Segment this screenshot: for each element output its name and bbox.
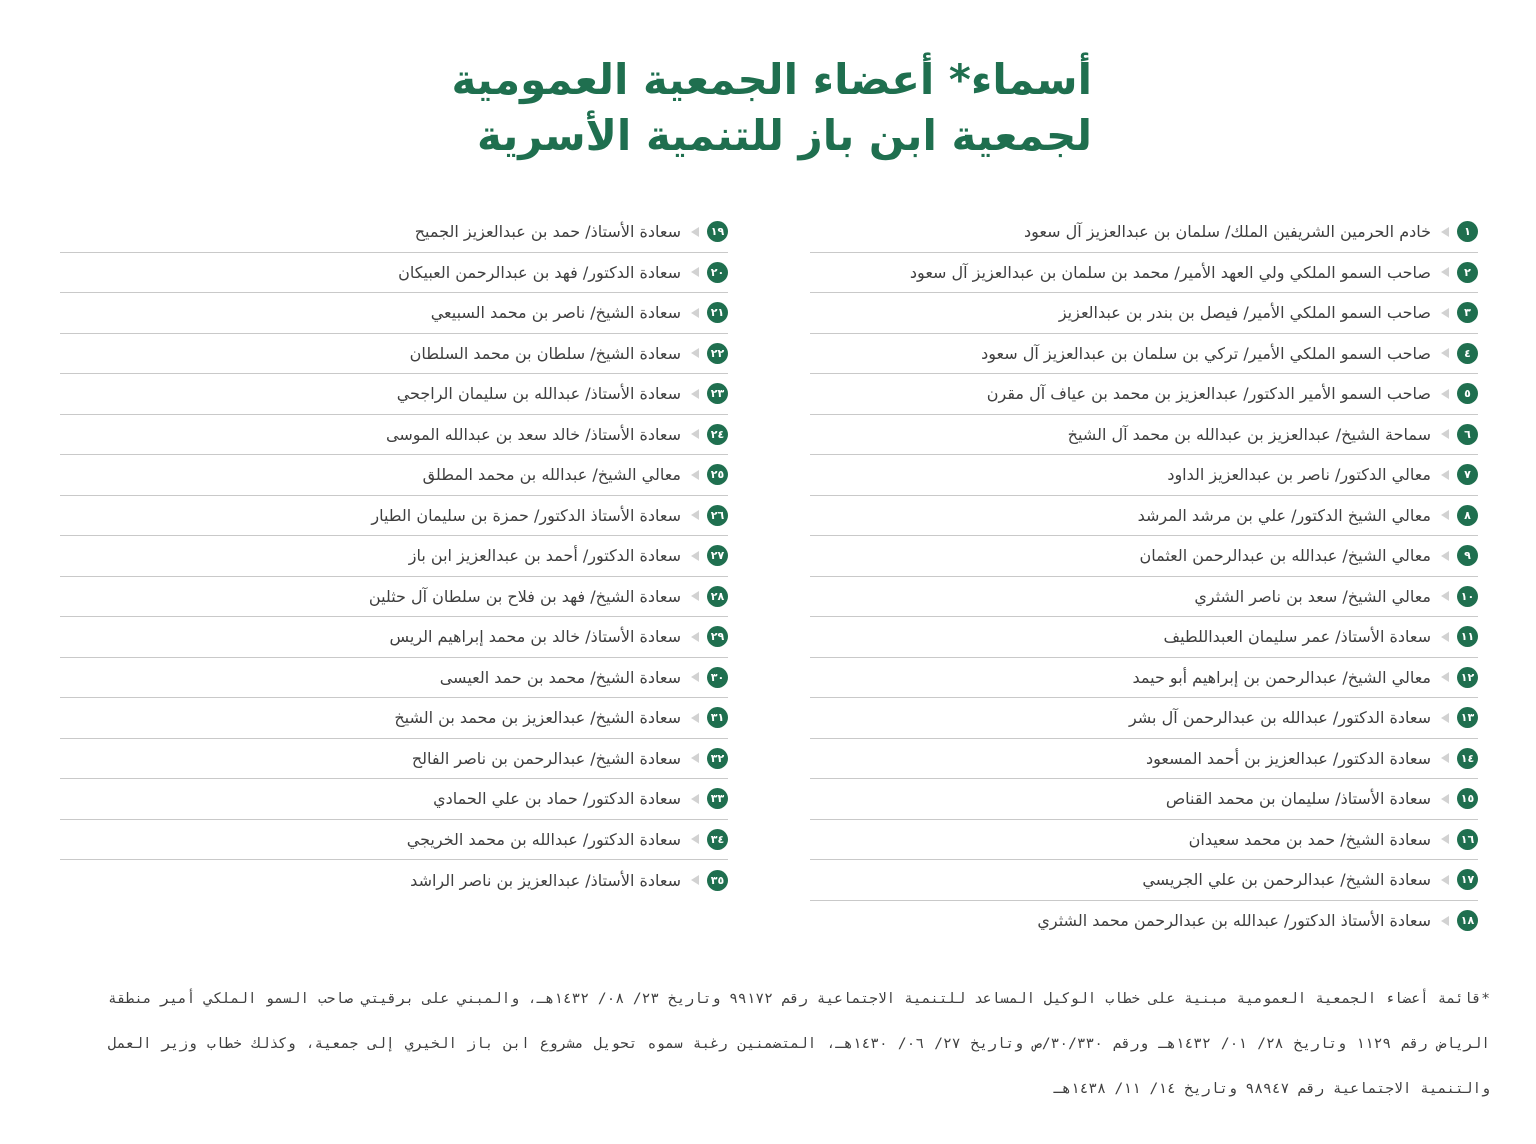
member-row	[810, 577, 1478, 618]
member-row	[60, 455, 728, 496]
arrow-left-icon	[691, 632, 699, 642]
member-row	[810, 415, 1478, 456]
member-row	[60, 293, 728, 334]
arrow-left-icon	[1441, 429, 1449, 439]
member-name: سعادة الأستاذ/ عبدالله بن سليمان الراجحي	[396, 384, 681, 404]
member-row	[810, 212, 1478, 253]
member-name: سماحة الشيخ/ عبدالعزيز بن عبدالله بن محمد آل الشيخ	[1067, 424, 1431, 444]
member-name: سعادة الدكتور/ فهد بن عبدالرحمن العبيكان	[398, 262, 681, 282]
member-number-badge: ٢٨	[707, 586, 728, 607]
member-number-badge: ٦	[1457, 424, 1478, 445]
member-row	[810, 253, 1478, 294]
arrow-left-icon	[691, 429, 699, 439]
member-number-badge: ١٠	[1457, 586, 1478, 607]
member-number-badge: ٧	[1457, 464, 1478, 485]
member-row	[810, 901, 1478, 942]
member-name: سعادة الشيخ/ محمد بن حمد العيسى	[439, 667, 681, 687]
member-number-badge: ٣٠	[707, 667, 728, 688]
member-number-badge: ٢٥	[707, 464, 728, 485]
member-name: معالي الشيخ/ عبدالله بن محمد المطلق	[422, 465, 681, 485]
member-name: صاحب السمو الملكي الأمير/ تركي بن سلمان بن عبدالعزيز آل سعود	[981, 343, 1431, 363]
member-row	[60, 415, 728, 456]
member-row	[810, 617, 1478, 658]
member-name: سعادة الأستاذ الدكتور/ حمزة بن سليمان الطيار	[371, 505, 681, 525]
member-number-badge: ٣١	[707, 707, 728, 728]
member-row	[810, 779, 1478, 820]
arrow-left-icon	[1441, 308, 1449, 318]
member-number-badge: ١٨	[1457, 910, 1478, 931]
member-row	[60, 496, 728, 537]
arrow-left-icon	[1441, 632, 1449, 642]
member-row	[60, 536, 728, 577]
member-number-badge: ١٤	[1457, 748, 1478, 769]
member-name: معالي الشيخ الدكتور/ علي بن مرشد المرشد	[1137, 505, 1431, 525]
member-name: خادم الحرمين الشريفين الملك/ سلمان بن عبدالعزيز آل سعود	[1024, 222, 1431, 242]
arrow-left-icon	[1441, 389, 1449, 399]
member-row	[60, 860, 728, 901]
arrow-left-icon	[1441, 591, 1449, 601]
member-row	[810, 334, 1478, 375]
member-name: سعادة الشيخ/ عبدالرحمن بن ناصر الفالح	[411, 748, 681, 768]
member-number-badge: ١٣	[1457, 707, 1478, 728]
arrow-left-icon	[1441, 510, 1449, 520]
arrow-left-icon	[1441, 672, 1449, 682]
member-name: سعادة الأستاذ/ سليمان بن محمد القناص	[1165, 789, 1431, 809]
member-row	[60, 374, 728, 415]
arrow-left-icon	[691, 713, 699, 723]
member-name: سعادة الأستاذ/ خالد بن محمد إبراهيم الريس	[389, 627, 681, 647]
member-name: سعادة الدكتور/ أحمد بن عبدالعزيز ابن باز	[408, 546, 681, 566]
member-number-badge: ٢٩	[707, 626, 728, 647]
member-row	[60, 820, 728, 861]
member-name: سعادة الدكتور/ عبدالعزيز بن أحمد المسعود	[1146, 748, 1431, 768]
title-line-2: لجمعية ابن باز للتنمية الأسرية	[476, 111, 1092, 160]
arrow-left-icon	[1441, 875, 1449, 885]
member-number-badge: ٢٦	[707, 505, 728, 526]
member-name: سعادة الدكتور/ عبدالله بن عبدالرحمن آل بشر	[1128, 708, 1431, 728]
arrow-left-icon	[691, 510, 699, 520]
member-name: سعادة الشيخ/ سلطان بن محمد السلطان	[409, 343, 681, 363]
arrow-left-icon	[1441, 348, 1449, 358]
member-row	[60, 739, 728, 780]
member-number-badge: ٤	[1457, 343, 1478, 364]
arrow-left-icon	[691, 753, 699, 763]
arrow-left-icon	[1441, 551, 1449, 561]
member-number-badge: ٢٧	[707, 545, 728, 566]
member-name: سعادة الدكتور/ حماد بن علي الحمادي	[433, 789, 681, 809]
arrow-left-icon	[691, 227, 699, 237]
member-number-badge: ٢٢	[707, 343, 728, 364]
arrow-left-icon	[691, 267, 699, 277]
member-row	[810, 455, 1478, 496]
member-number-badge: ٩	[1457, 545, 1478, 566]
member-row	[810, 860, 1478, 901]
member-name: صاحب السمو الملكي ولي العهد الأمير/ محمد بن سلمان بن عبدالعزيز آل سعود	[909, 262, 1431, 282]
arrow-left-icon	[691, 794, 699, 804]
member-name: سعادة الشيخ/ ناصر بن محمد السبيعي	[430, 303, 681, 323]
member-number-badge: ٣	[1457, 302, 1478, 323]
page-title	[451, 52, 1092, 164]
member-number-badge: ١٧	[1457, 869, 1478, 890]
arrow-left-icon	[1441, 267, 1449, 277]
arrow-left-icon	[691, 551, 699, 561]
member-number-badge: ٢٠	[707, 262, 728, 283]
arrow-left-icon	[1441, 713, 1449, 723]
member-row	[810, 739, 1478, 780]
arrow-left-icon	[1441, 227, 1449, 237]
arrow-left-icon	[691, 470, 699, 480]
arrow-left-icon	[1441, 470, 1449, 480]
member-name: سعادة الأستاذ الدكتور/ عبدالله بن عبدالرحمن محمد الشثري	[1037, 911, 1431, 931]
footnote: *قائمة أعضاء الجمعية العمومية مبنية على خطاب الوكيل المساعد للتنمية الاجتماعية رقم ٩٩١٧٢ وتاريخ ٢٣/ ٠٨/ ١٤٣٢هـ، والمبني على برقيتي صاحب السمو الملكي أمير منطقة الرياض رقم ١١٢٩ وتاريخ ٢٨/ ٠١/ ١٤٣٢هـ ورقم ٣٠/٣٣٠/ص وتاريخ ٢٧/ ٠٦/ ١٤٣٠هـ، المتضمنين رغبة سموه تحويل مشروع ابن باز الخيري إلى جمعية، وكذلك خطاب وزير العمل والتنمية الاجتماعية رقم ٩٨٩٤٧ وتاريخ ١٤/ ١١/ ١٤٣٨هـ	[108, 990, 1491, 1097]
arrow-left-icon	[691, 348, 699, 358]
member-row	[60, 658, 728, 699]
member-number-badge: ٢	[1457, 262, 1478, 283]
member-name: صاحب السمو الأمير الدكتور/ عبدالعزيز بن محمد بن عياف آل مقرن	[986, 384, 1431, 404]
member-name: سعادة الدكتور/ عبدالله بن محمد الخريجي	[406, 829, 681, 849]
member-row	[60, 698, 728, 739]
arrow-left-icon	[691, 591, 699, 601]
member-row	[60, 253, 728, 294]
arrow-left-icon	[1441, 916, 1449, 926]
arrow-left-icon	[691, 875, 699, 885]
member-number-badge: ١١	[1457, 626, 1478, 647]
title-line-1: أسماء* أعضاء الجمعية العمومية	[451, 55, 1092, 104]
members-column-left	[60, 212, 728, 901]
member-row	[60, 577, 728, 618]
members-column-right	[810, 212, 1478, 941]
member-row	[810, 820, 1478, 861]
member-name: سعادة الشيخ/ عبدالرحمن بن علي الجريسي	[1142, 870, 1431, 890]
arrow-left-icon	[1441, 834, 1449, 844]
member-number-badge: ٣٢	[707, 748, 728, 769]
member-name: سعادة الشيخ/ فهد بن فلاح بن سلطان آل حثلين	[368, 586, 681, 606]
member-row	[60, 334, 728, 375]
member-name: سعادة الشيخ/ عبدالعزيز بن محمد بن الشيخ	[394, 708, 681, 728]
member-name: معالي الشيخ/ عبدالرحمن بن إبراهيم أبو حيمد	[1132, 667, 1431, 687]
member-name: سعادة الأستاذ/ عمر سليمان العبداللطيف	[1163, 627, 1431, 647]
member-row	[810, 374, 1478, 415]
member-name: سعادة الأستاذ/ حمد بن عبدالعزيز الجميح	[414, 222, 681, 242]
member-name: معالي الشيخ/ سعد بن ناصر الشثري	[1194, 586, 1431, 606]
member-number-badge: ١٦	[1457, 829, 1478, 850]
member-name: سعادة الأستاذ/ خالد سعد بن عبدالله الموسى	[386, 424, 681, 444]
member-number-badge: ٢٤	[707, 424, 728, 445]
member-number-badge: ٢٣	[707, 383, 728, 404]
member-name: معالي الدكتور/ ناصر بن عبدالعزيز الداود	[1167, 465, 1431, 485]
member-number-badge: ١٢	[1457, 667, 1478, 688]
member-number-badge: ٥	[1457, 383, 1478, 404]
arrow-left-icon	[1441, 794, 1449, 804]
arrow-left-icon	[691, 389, 699, 399]
arrow-left-icon	[1441, 753, 1449, 763]
member-row	[810, 658, 1478, 699]
member-row	[60, 779, 728, 820]
arrow-left-icon	[691, 834, 699, 844]
member-row	[810, 293, 1478, 334]
member-name: معالي الشيخ/ عبدالله بن عبدالرحمن العثمان	[1139, 546, 1431, 566]
member-name: سعادة الأستاذ/ عبدالعزيز بن ناصر الراشد	[410, 870, 681, 890]
member-row	[60, 617, 728, 658]
member-name: صاحب السمو الملكي الأمير/ فيصل بن بندر بن عبدالعزيز	[1058, 303, 1431, 323]
member-row	[810, 496, 1478, 537]
member-number-badge: ٣٥	[707, 870, 728, 891]
member-number-badge: ٣٣	[707, 788, 728, 809]
arrow-left-icon	[691, 308, 699, 318]
member-row	[60, 212, 728, 253]
member-number-badge: ١٥	[1457, 788, 1478, 809]
member-row	[810, 536, 1478, 577]
member-number-badge: ١	[1457, 221, 1478, 242]
arrow-left-icon	[691, 672, 699, 682]
member-number-badge: ١٩	[707, 221, 728, 242]
member-number-badge: ٣٤	[707, 829, 728, 850]
member-number-badge: ٢١	[707, 302, 728, 323]
member-row	[810, 698, 1478, 739]
member-name: سعادة الشيخ/ حمد بن محمد سعيدان	[1188, 829, 1431, 849]
member-number-badge: ٨	[1457, 505, 1478, 526]
